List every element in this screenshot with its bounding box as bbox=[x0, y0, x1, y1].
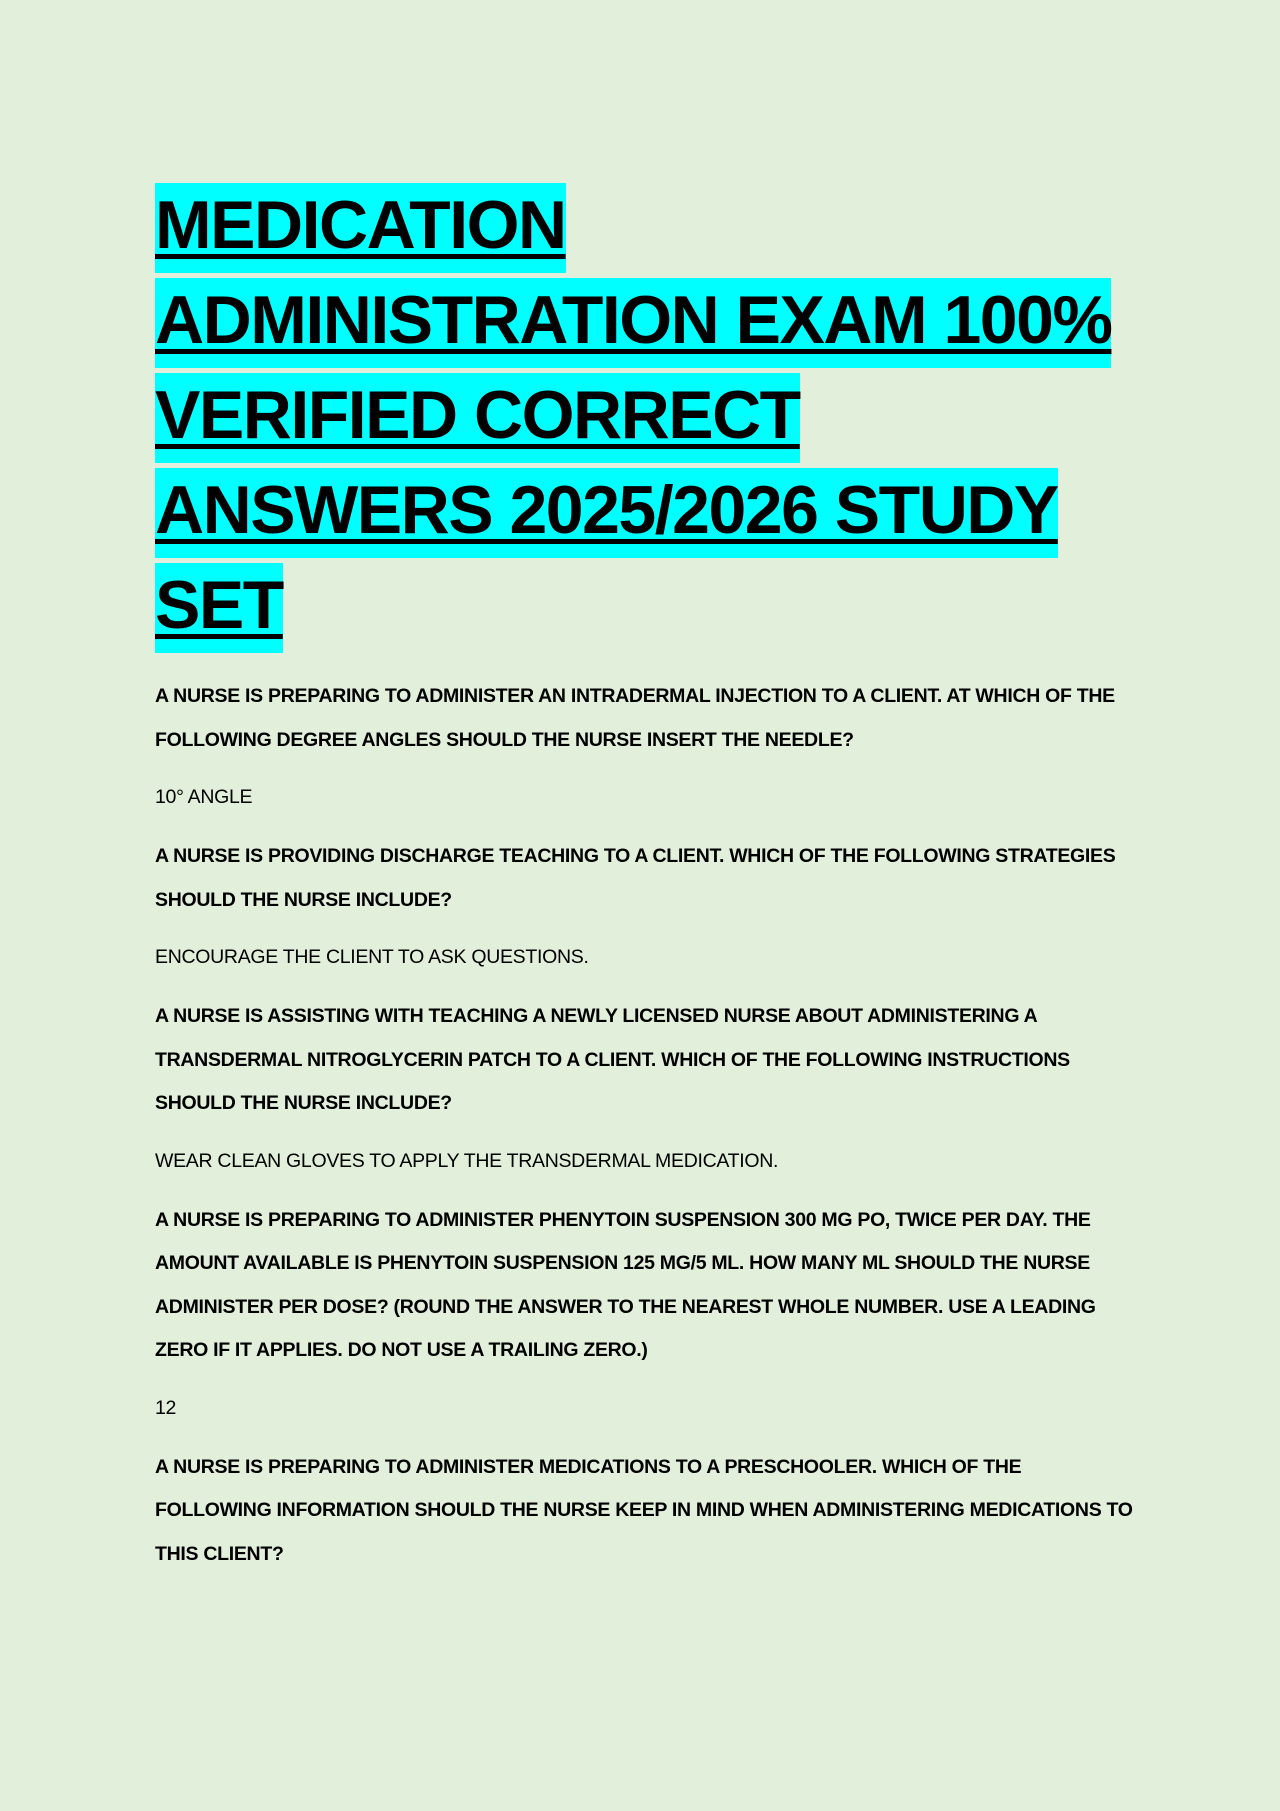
document-title bbox=[155, 178, 1135, 653]
answer-1: 10° ANGLE bbox=[155, 786, 253, 808]
answer-4: 12 bbox=[155, 1396, 177, 1419]
answer-3: WEAR CLEAN GLOVES TO APPLY THE TRANSDERMAL MEDICATION. bbox=[155, 1149, 779, 1172]
title-highlight: MEDICATION ADMINISTRATION EXAM 100% VERIFIED CORRECT ANSWERS 2025/2026 STUDY SET bbox=[155, 183, 1111, 653]
answer-2: ENCOURAGE THE CLIENT TO ASK QUESTIONS. bbox=[155, 946, 589, 968]
question-3: A NURSE IS ASSISTING WITH TEACHING A NEWLY LICENSED NURSE ABOUT ADMINISTERING A TRANSDERMAL NITROGLYCERIN PATCH TO A CLIENT. WHICH OF THE FOLLOWING INSTRUCTIONS SHOULD THE NURSE INCLUDE? bbox=[155, 1005, 1070, 1114]
question-2: A NURSE IS PROVIDING DISCHARGE TEACHING TO A CLIENT. WHICH OF THE FOLLOWING STRATEGIES SHOULD THE NURSE INCLUDE? bbox=[155, 845, 1116, 911]
question-1: A NURSE IS PREPARING TO ADMINISTER AN INTRADERMAL INJECTION TO A CLIENT. AT WHICH OF THE FOLLOWING DEGREE ANGLES SHOULD THE NURSE INSERT THE NEEDLE? bbox=[155, 685, 1115, 751]
question-5: A NURSE IS PREPARING TO ADMINISTER MEDICATIONS TO A PRESCHOOLER. WHICH OF THE FOLLOWING INFORMATION SHOULD THE NURSE KEEP IN MIND WHEN ADMINISTERING MEDICATIONS TO THIS CLIENT? bbox=[155, 1455, 1133, 1565]
qa-list bbox=[155, 675, 1135, 1576]
question-4: A NURSE IS PREPARING TO ADMINISTER PHENYTOIN SUSPENSION 300 MG PO, TWICE PER DAY. THE AMOUNT AVAILABLE IS PHENYTOIN SUSPENSION 125 MG/5 ML. HOW MANY ML SHOULD THE NURSE ADMINISTER PER DOSE? (ROUND THE ANSWER TO THE NEAREST WHOLE NUMBER. USE A LEADING ZERO IF IT APPLIES. DO NOT USE A TRAILING ZERO.) bbox=[155, 1208, 1096, 1361]
document-page bbox=[155, 178, 1135, 1576]
